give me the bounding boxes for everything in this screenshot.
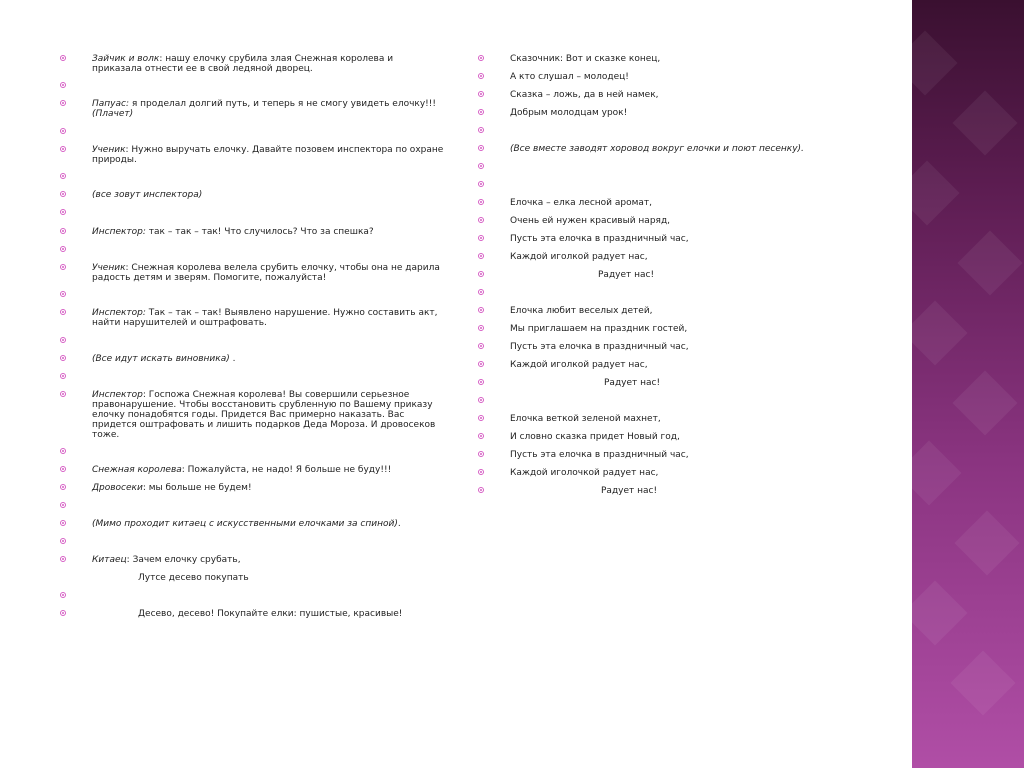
bullet-icon	[478, 307, 484, 313]
bullet-icon	[478, 55, 484, 61]
bullet-icon	[60, 556, 66, 562]
bullet-icon	[478, 487, 484, 493]
bullet-icon	[60, 337, 66, 343]
bullet-icon	[60, 448, 66, 454]
bullet-icon	[60, 291, 66, 297]
bullet-icon	[478, 235, 484, 241]
bullet-icon	[478, 145, 484, 151]
bullet-icon	[478, 163, 484, 169]
bullet-icon	[60, 592, 66, 598]
bullet-icon	[60, 146, 66, 152]
bullet-icon	[60, 82, 66, 88]
bullet-icon	[60, 610, 66, 616]
bullet-icon	[478, 253, 484, 259]
bullet-icon	[60, 391, 66, 397]
bullet-icon	[60, 55, 66, 61]
bullet-icon	[60, 173, 66, 179]
decorative-sidebar	[912, 0, 1024, 768]
bullet-icon	[60, 355, 66, 361]
bullet-icon	[60, 502, 66, 508]
bullet-icon	[60, 484, 66, 490]
bullet-icon	[60, 246, 66, 252]
bullet-icon	[60, 128, 66, 134]
slide: Зайчик и волк: нашу елочку срубила злая Снежная королева и приказала отнести ее в свой ледяной дворец. Папуас: я проделал долгий путь, и теперь я не смогу увидеть елочку!!! (Плачет) Ученик: Нужно выручать елочку. Давайте позовем инспектора по охране природы. (все зовут инспектора) Инспектор: так – так – так! Что случилось? Что за спешка? Ученик: Снежная королева велела срубить елочку, чтобы она не дарила радость детям и зверям. Помогите, пожалуйста! Инспектор: Так – так – так! Выявлено нарушение. Нужно составить акт, найти нарушителей и оштрафовать. (Все идут искать виновника) . Инспектор: Госпожа Снежная королева! Вы совершили серьезное правонарушение. Чтобы восстановить срубленную по Вашему приказу елочку понадобятся годы. Придется Вас примерно наказать. Вас придется оштрафовать и лишить подарков Деда Мороза. И дровосеков тоже. Снежная королева: Пожалуйста, не надо! Я больше не буду!!! Дровосеки: мы больше не будем! (Мимо проходит китаец с искусственными елочками за спиной). Китаец: Зачем елочку срубать, Лутсе десево покупать Десево, десево! Покупайте елки: пушистые, красивые! Сказочник: Вот и сказке конец, А кто слушал – молодец! Сказка – ложь, да в ней намек, Добрым молодцам урок! (Все вместе заводят хоровод вокруг елочки и поют песенку). Елочка – елка лесной аромат, Очень ей нужен красивый наряд, Пусть эта елочка в праздничный час, Каждой иголкой радует нас, Радует нас! Елочка любит веселых детей, Мы приглашаем на праздник гостей, Пусть эта елочка в праздничный час, Каждой иголкой радует нас, Радует нас! Елочка веткой зеленой махнет, И словно сказка придет Новый год, Пусть эта елочка в праздничный час, Каждой иголочкой радует нас, Радует нас!	[0, 0, 912, 768]
bullet-icon	[478, 271, 484, 277]
bullet-icon	[478, 343, 484, 349]
bullet-icon	[478, 217, 484, 223]
bullet-icon	[60, 191, 66, 197]
bullet-icon	[60, 309, 66, 315]
bullet-icon	[60, 264, 66, 270]
bullet-icon	[478, 433, 484, 439]
bullet-icon	[478, 361, 484, 367]
bullet-icon	[478, 379, 484, 385]
bullet-icon	[478, 91, 484, 97]
bullet-icon	[478, 451, 484, 457]
bullet-icon	[478, 325, 484, 331]
bullet-icon	[60, 520, 66, 526]
bullet-icon	[478, 109, 484, 115]
bullet-icon	[60, 538, 66, 544]
bullet-icon	[60, 100, 66, 106]
bullet-icon	[478, 73, 484, 79]
bullet-icon	[478, 127, 484, 133]
bullet-icon	[478, 415, 484, 421]
bullet-icon	[478, 469, 484, 475]
bullet-icon	[478, 289, 484, 295]
bullet-icon	[60, 209, 66, 215]
bullet-icon	[478, 181, 484, 187]
bullet-icon	[60, 466, 66, 472]
bullet-icon	[60, 228, 66, 234]
bullet-icon	[478, 397, 484, 403]
bullet-icon	[60, 373, 66, 379]
bullet-icon	[478, 199, 484, 205]
